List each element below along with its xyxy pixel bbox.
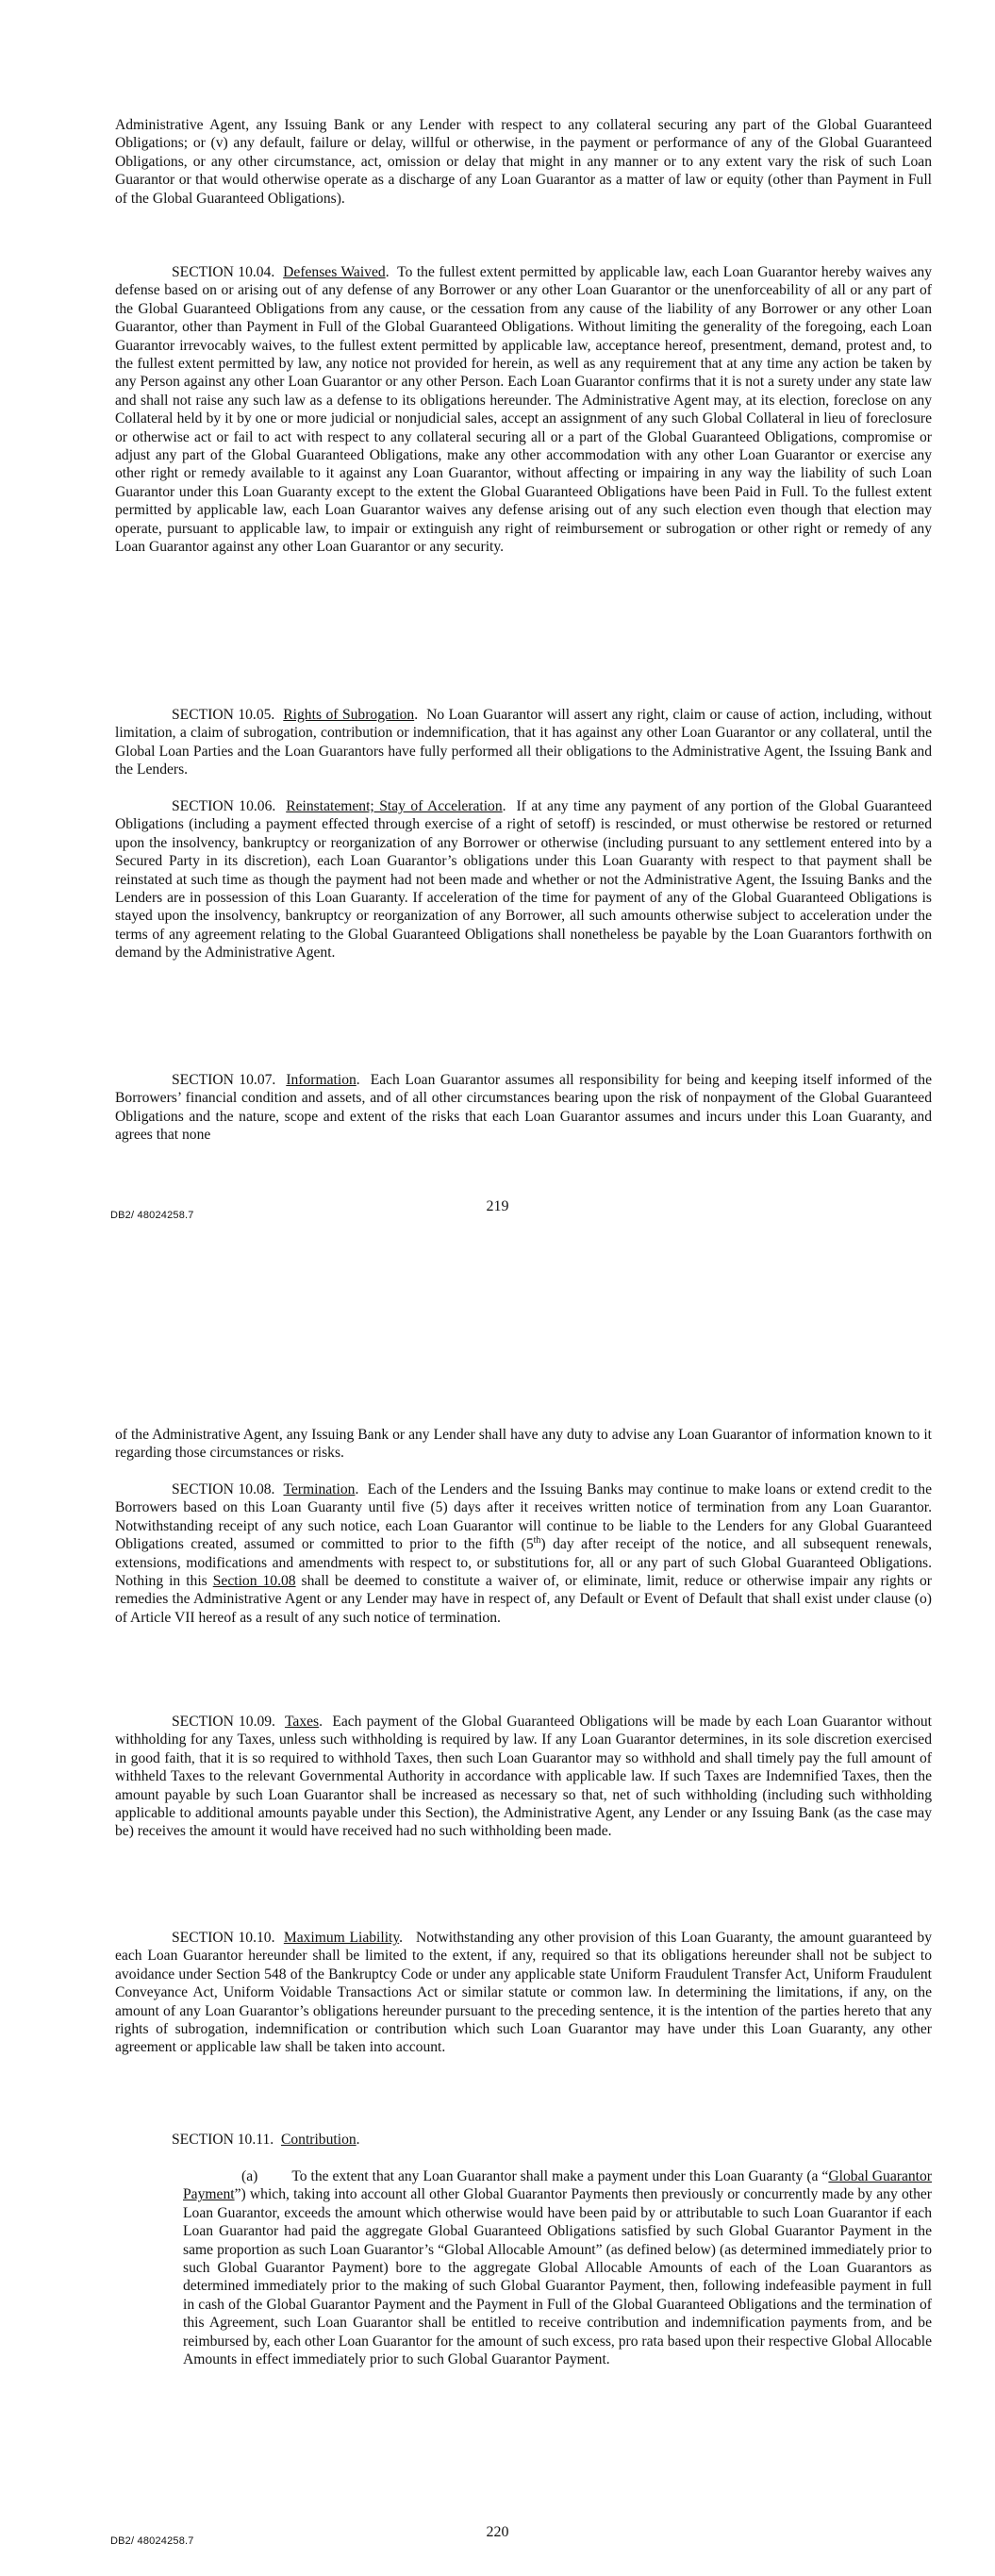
section-10-08-paragraph: SECTION 10.08. Termination. Each of the Lenders and the Issuing Banks may continue to make loans or extend credit to the Borrowers based on this Loan Guaranty until five (5) days after it receives written notice of termination from any Loan Guarantor. Notwithstanding receipt of any such notice, each Loan Guarantor will continue to be liable to the Lenders for any Global Guaranteed Obligations created, assumed or committed to prior to the fifth (5th) day after receipt of the notice, and all subsequent renewals, extensions, modifications and amendments with respect to, or substitutions for, all or any part of such Global Guaranteed Obligations. Nothing in this Section 10.08 shall be deemed to constitute a waiver of, or eliminate, limit, reduce or otherwise impair any rights or remedies the Administrative Agent or any Lender may have in respect of, any Default or Event of Default that shall exist under clause (o) of Article VII hereof as a result of any such notice of termination. xyxy=(115,1481,933,1626)
document-id-footer: DB2/ 48024258.7 xyxy=(110,1210,194,1221)
section-heading: Rights of Subrogation xyxy=(283,707,415,723)
section-body-part: Each of the Lenders and the Issuing Banks may continue to make loans or extend credit to the Borrowers based on this Loan Guaranty until five (5) days after it receives written notice of termination from any Loan Guarantor. Notwithstanding receipt of any such notice, each Loan Guarantor will continue to be liable to the Lenders for any Global Guaranteed Obligations created, assumed or committed to prior to the fifth (5 xyxy=(115,1481,932,1553)
section-body-part: ) day after receipt of the notice, and all subsequent renewals, extensions, modifications and amendments with respect to, or substitutions for, all or any part of such Global Guaranteed Obligations. Nothing in this xyxy=(115,1536,932,1590)
section-10-06-paragraph: SECTION 10.06. Reinstatement; Stay of Acceleration. If at any time any payment of any portion of the Global Guaranteed Obligations (including a payment effected through exercise of a right of setoff) is rescinded, or must otherwise be restored or returned upon the insolvency, bankruptcy or reorganization of any Borrower or otherwise (including pursuant to any settlement entered into by a Secured Party in its discretion), each Loan Guarantor’s obligations under this Loan Guaranty with respect to that payment shall be reinstated at such time as though the payment had not been made and whether or not the Administrative Agent, the Issuing Banks and the Lenders are in possession of this Loan Guaranty. If acceleration of the time for payment of any of the Global Guaranteed Obligations is stayed upon the insolvency, bankruptcy or reorganization of any Borrower, all such amounts otherwise subject to acceleration under the terms of any agreement relating to the Global Guaranteed Obligations shall nonetheless be payable by the Loan Guarantors forthwith on demand by the Administrative Agent. xyxy=(115,798,932,962)
section-10-11-a-paragraph xyxy=(183,2167,932,2368)
section-body-part: shall be deemed to constitute a waiver of, or eliminate, limit, reduce or otherwise impair any rights or remedies the Administrative Agent or any Lender may have in respect of, any Default or Event of Default that shall exist under clause (o) of Article VII hereof as a result of any such notice of termination. xyxy=(115,1573,933,1626)
section-body: If at any time any payment of any portion of the Global Guaranteed Obligations (including a payment effected through exercise of a right of setoff) is rescinded, or must otherwise be restored or returned upon the insolvency, bankruptcy or reorganization of any Borrower or otherwise (including pursuant to any settlement entered into by a Secured Party in its discretion), each Loan Guarantor’s obligations under this Loan Guaranty with respect to that payment shall be reinstated at such time as though the payment had not been made and whether or not the Administrative Agent, the Issuing Banks and the Lenders are in possession of this Loan Guaranty. If acceleration of the time for payment of any of the Global Guaranteed Obligations is stayed upon the insolvency, bankruptcy or reorganization of any Borrower, all such amounts otherwise subject to acceleration under the terms of any agreement relating to the Global Guaranteed Obligations shall nonetheless be payable by the Loan Guarantors forthwith on demand by the Administrative Agent. xyxy=(115,798,932,962)
section-heading: Defenses Waived xyxy=(283,264,386,280)
section-number: SECTION 10.06. xyxy=(172,798,276,814)
section-cross-reference: Section 10.08 xyxy=(212,1573,296,1590)
section-10-04-paragraph: SECTION 10.04. Defenses Waived. To the fullest extent permitted by applicable law, each Loan Guarantor hereby waives any defense based on or arising out of any defense of any Borrower or any other Loan Guarantor or the unenforceability of all or any part of the Global Guaranteed Obligations from any cause, or the cessation from any cause of the liability of any Borrower or any other Loan Guarantor, other than Payment in Full of the Global Guaranteed Obligations. Without limiting the generality of the foregoing, each Loan Guarantor irrevocably waives, to the fullest extent permitted by applicable law, acceptance hereof, presentment, demand, protest and, to the fullest extent permitted by law, any notice not provided for herein, as well as any requirement that at any time any action be taken by any Person against any other Loan Guarantor or any other Person. Each Loan Guarantor confirms that it is not a surety under any state law and shall not raise any such law as a defense to its obligations hereunder. The Administrative Agent may, at its election, foreclose on any Collateral held by it by one or more judicial or nonjudicial sales, accept an assignment of any such Global Collateral in lieu of foreclosure or otherwise act or fail to act with respect to any collateral securing all or a part of the Global Guaranteed Obligations, compromise or adjust any part of the Global Guaranteed Obligations, make any other accommodation with any other Loan Guarantor or exercise any other right or remedy available to it against any Loan Guarantor, without affecting or impairing in any way the liability of such Loan Guarantor under this Loan Guaranty except to the extent the Global Guaranteed Obligations have been Paid in Full. To the fullest extent permitted by applicable law, each Loan Guarantor waives any defense arising out of any such election even though that election may operate, pursuant to applicable law, to impair or extinguish any right of reimbursement or subrogation or other right or remedy of any Loan Guarantor against any other Loan Guarantor or any security. xyxy=(115,264,933,556)
document-page-220 xyxy=(0,1387,995,2576)
document-page-219 xyxy=(0,0,995,1255)
section-body: To the fullest extent permitted by applicable law, each Loan Guarantor hereby waives any defense based on or arising out of any defense of any Borrower or any other Loan Guarantor or the unenforceability of all or any part of the Global Guaranteed Obligations from any cause, or the cessation from any cause of the liability of any Borrower or any other Loan Guarantor, other than Payment in Full of the Global Guaranteed Obligations. Without limiting the generality of the foregoing, each Loan Guarantor irrevocably waives, to the fullest extent permitted by applicable law, acceptance hereof, presentment, demand, protest and, to the fullest extent permitted by law, any notice not provided for herein, as well as any requirement that at any time any action be taken by any Person against any other Loan Guarantor or any other Person. Each Loan Guarantor confirms that it is not a surety under any state law and shall not raise any such law as a defense to its obligations hereunder. The Administrative Agent may, at its election, foreclose on any Collateral held by it by one or more judicial or nonjudicial sales, accept an assignment of any such Global Collateral in lieu of foreclosure or otherwise act or fail to act with respect to any collateral securing all or a part of the Global Guaranteed Obligations, compromise or adjust any part of the Global Guaranteed Obligations, make any other accommodation with any other Loan Guarantor or exercise any other right or remedy available to it against any Loan Guarantor, without affecting or impairing in any way the liability of such Loan Guarantor under this Loan Guaranty except to the extent the Global Guaranteed Obligations have been Paid in Full. To the fullest extent permitted by applicable law, each Loan Guarantor waives any defense arising out of any such election even though that election may operate, pursuant to applicable law, to impair or extinguish any right of reimbursement or subrogation or other right or remedy of any Loan Guarantor against any other Loan Guarantor or any security. xyxy=(115,264,933,556)
section-heading: Maximum Liability xyxy=(283,1930,400,1946)
intro-paragraph xyxy=(115,116,932,208)
section-heading: Reinstatement; Stay of Acceleration xyxy=(286,798,503,814)
section-10-05-paragraph: SECTION 10.05. Rights of Subrogation. No Loan Guarantor will assert any right, claim or cause of action, including, without limitation, a claim of subrogation, contribution or indemnification, that it has against any other Loan Guarantor or any collateral, until the Global Loan Parties and the Loan Guarantors have fully performed all their obligations to the Administrative Agent, the Issuing Bank and the Lenders. xyxy=(115,707,932,778)
section-heading: Contribution xyxy=(280,2132,357,2148)
section-number: SECTION 10.05. xyxy=(172,707,275,723)
section-body: Notwithstanding any other provision of this Loan Guaranty, the amount guaranteed by each Loan Guarantor hereunder shall be limited to the extent, if any, required so that its obligations hereunder shall not be subject to avoidance under Section 548 of the Bankruptcy Code or under any applicable state Uniform Fraudulent Transfer Act, Uniform Fraudulent Conveyance Act, Uniform Voidable Transactions Act or similar statute or common law. In determining the limitations, if any, on the amount of any Loan Guarantor’s obligations hereunder pursuant to the preceding sentence, it is the intention of the parties hereto that any rights of subrogation, indemnification or contribution which such Loan Guarantor may have under this Loan Guaranty, any other agreement or applicable law shall be taken into account. xyxy=(115,1930,933,2056)
section-number: SECTION 10.11. xyxy=(172,2132,274,2148)
section-number: SECTION 10.04. xyxy=(172,264,275,280)
section-body: Each payment of the Global Guaranteed Obligations will be made by each Loan Guarantor without withholding for any Taxes, unless such withholding is required by law. If any Loan Guarantor determines, in its sole discretion exercised in good faith, that it is so required to withhold Taxes, then such Loan Guarantor may so withhold and shall timely pay the full amount of withheld Taxes to the relevant Governmental Authority in accordance with applicable law. If such Taxes are Indemnified Taxes, then the amount payable by such Loan Guarantor shall be increased as necessary so that, net of such withholding (including such withholding applicable to additional amounts payable under this Section), the Administrative Agent, any Lender or any Issuing Bank (as the case may be) receives the amount it would have received had no such withholding been made. xyxy=(115,1714,933,1840)
defined-term: Global Guarantor Payment xyxy=(183,2168,932,2203)
clause-body-part: ”) which, taking into account all other Global Guarantor Payments then previously or concurrently made by any other Loan Guarantor, exceeds the amount which otherwise would have been paid by or attributable to such Loan Guarantor if each Loan Guarantor had paid the aggregate Global Guaranteed Obligations satisfied by such Global Guarantor Payment in the same proportion as such Loan Guarantor’s “Global Allocable Amount” (as defined below) (as determined immediately prior to such Global Guarantor Payment) bore to the aggregate Global Allocable Amounts of each of the Loan Guarantors as determined immediately prior to the making of such Global Guarantor Payment, then, following indefeasible payment in full in cash of the Global Guarantor Payment and the Payment in Full of the Global Guaranteed Obligations and the termination of this Agreement, such Loan Guarantor shall be entitled to receive contribution and indemnification payments from, and be reimbursed by, each other Loan Guarantor for the amount of such excess, pro rata based upon their respective Global Allocable Amounts in effect immediately prior to such Global Guarantor Payment. xyxy=(183,2186,932,2368)
section-10-11-heading: SECTION 10.11. Contribution. xyxy=(172,2132,360,2148)
section-body: No Loan Guarantor will assert any right, claim or cause of action, including, without limitation, a claim of subrogation, contribution or indemnification, that it has against any other Loan Guarantor or any collateral, until the Global Loan Parties and the Loan Guarantors have fully performed all their obligations to the Administrative Agent, the Issuing Bank and the Lenders. xyxy=(115,707,932,778)
ordinal-superscript: th xyxy=(533,1535,541,1547)
page-number: 220 xyxy=(486,2524,509,2540)
section-number: SECTION 10.09. xyxy=(172,1714,275,1730)
section-heading: Information xyxy=(286,1072,357,1088)
section-heading: Termination xyxy=(283,1481,356,1497)
section-10-09-paragraph: SECTION 10.09. Taxes. Each payment of the Global Guaranteed Obligations will be made by each Loan Guarantor without withholding for any Taxes, unless such withholding is required by law. If any Loan Guarantor determines, in its sole discretion exercised in good faith, that it is so required to withhold Taxes, then such Loan Guarantor may so withhold and shall timely pay the full amount of withheld Taxes to the relevant Governmental Authority in accordance with applicable law. If such Taxes are Indemnified Taxes, then the amount payable by such Loan Guarantor shall be increased as necessary so that, net of such withholding (including such withholding applicable to additional amounts payable under this Section), the Administrative Agent, any Lender or any Issuing Bank (as the case may be) receives the amount it would have received had no such withholding been made. xyxy=(115,1714,933,1840)
section-number: SECTION 10.08. xyxy=(172,1481,275,1497)
section-10-10-paragraph: SECTION 10.10. Maximum Liability. Notwithstanding any other provision of this Loan Guaranty, the amount guaranteed by each Loan Guarantor hereunder shall be limited to the extent, if any, required so that its obligations hereunder shall not be subject to avoidance under Section 548 of the Bankruptcy Code or under any applicable state Uniform Fraudulent Transfer Act, Uniform Fraudulent Conveyance Act, Uniform Voidable Transactions Act or similar statute or common law. In determining the limitations, if any, on the amount of any Loan Guarantor’s obligations hereunder pursuant to the preceding sentence, it is the intention of the parties hereto that any rights of subrogation, indemnification or contribution which such Loan Guarantor may have under this Loan Guaranty, any other agreement or applicable law shall be taken into account. xyxy=(115,1930,933,2056)
continuation-text: of the Administrative Agent, any Issuing Bank or any Lender shall have any duty to advise any Loan Guarantor of information known to it regarding those circumstances or risks. xyxy=(115,1427,932,1462)
section-10-07-paragraph: SECTION 10.07. Information. Each Loan Guarantor assumes all responsibility for being and keeping itself informed of the Borrowers’ financial condition and assets, and of all other circumstances bearing upon the risk of nonpayment of the Global Guaranteed Obligations and the nature, scope and extent of the risks that each Loan Guarantor assumes and incurs under this Loan Guaranty, and agrees that none xyxy=(115,1072,933,1144)
page-number: 219 xyxy=(486,1198,509,1214)
continuation-paragraph xyxy=(115,1426,932,1463)
document-id-footer: DB2/ 48024258.7 xyxy=(110,2535,194,2547)
section-number: SECTION 10.10. xyxy=(172,1930,275,1946)
section-body: Each Loan Guarantor assumes all responsibility for being and keeping itself informed of the Borrowers’ financial condition and assets, and of all other circumstances bearing upon the risk of nonpayment of the Global Guaranteed Obligations and the nature, scope and extent of the risks that each Loan Guarantor assumes and incurs under this Loan Guaranty, and agrees that none xyxy=(115,1072,933,1144)
intro-text: Administrative Agent, any Issuing Bank or any Lender with respect to any collateral securing any part of the Global Guaranteed Obligations; or (v) any default, failure or delay, willful or otherwise, in the payment or performance of any of the Global Guaranteed Obligations, or any other circumstance, act, omission or delay that might in any manner or to any extent vary the risk of such Loan Guarantor or that would otherwise operate as a discharge of any Loan Guarantor as a matter of law or equity (other than Payment in Full of the Global Guaranteed Obligations). xyxy=(115,117,932,207)
clause-body-part: To the extent that any Loan Guarantor shall make a payment under this Loan Guaranty (a “ xyxy=(291,2168,829,2184)
clause-label: (a) xyxy=(241,2168,258,2184)
section-heading: Taxes xyxy=(284,1714,320,1730)
section-number: SECTION 10.07. xyxy=(172,1072,276,1088)
